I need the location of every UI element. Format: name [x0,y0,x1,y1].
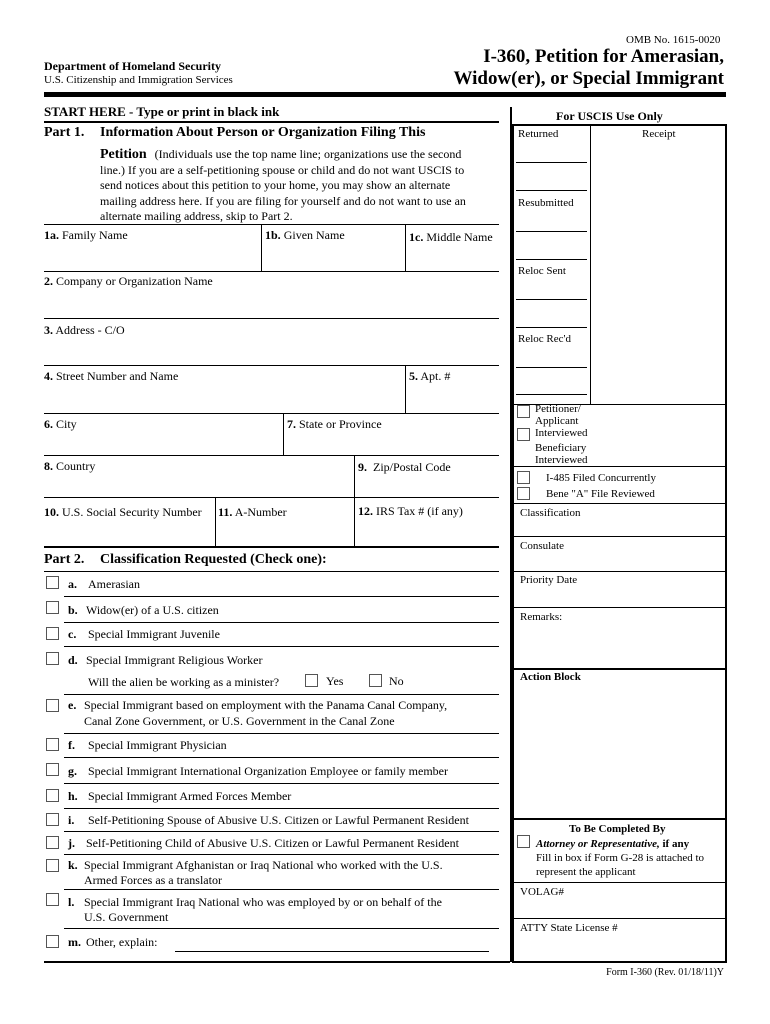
option-label: Self-Petitioning Spouse of Abusive U.S. Citizen or Lawful Permanent Resident [88,813,469,827]
i485-checkbox[interactable] [517,471,530,484]
option-label-continued: Canal Zone Government, or U.S. Government in the Canal Zone [84,714,395,728]
remarks-label: Remarks: [520,611,563,623]
option-letter: d. [68,653,78,667]
part1-top-rule [44,121,499,123]
irs-tax-field[interactable]: 12. IRS Tax # (if any) [358,504,463,518]
petitioner-label: Petitioner/ [535,403,581,415]
minister-question: Will the alien be working as a minister? [88,675,280,689]
part1-intro-line: send notices about this petition to your home, you may show an alternate [100,178,451,192]
option-letter: b. [68,603,78,617]
option-label: Special Immigrant Afghanistan or Iraq National who worked with the U.S. [84,858,443,872]
bene-a-label: Bene "A" File Reviewed [546,488,655,500]
header-rule [44,92,726,97]
company-name-field[interactable]: 2. Company or Organization Name [44,274,213,288]
priority-date-label: Priority Date [520,574,578,586]
start-here-banner: START HERE - Type or print in black ink [44,104,280,119]
option-label: Amerasian [88,577,140,591]
option-g-checkbox[interactable] [46,763,59,776]
option-j-checkbox[interactable] [46,836,59,849]
attorney-line: Attorney or Representative, if any [536,838,690,850]
option-b-checkbox[interactable] [46,601,59,614]
part1-bottom-rule [44,546,499,548]
beneficiary-interviewed-checkbox[interactable] [517,428,530,441]
option-label: Special Immigrant Iraq National who was employed by or on behalf of the [84,895,442,909]
option-c-checkbox[interactable] [46,627,59,640]
part1-label: Part 1. [44,125,85,140]
option-label: Special Immigrant based on employment with the Panama Canal Company, [84,698,448,712]
option-d-checkbox[interactable] [46,652,59,665]
petitioner-label: Interviewed [535,427,588,439]
page-bottom-rule [44,961,510,963]
omb-number: OMB No. 1615-0020 [626,34,721,46]
part1-intro-line: alternate mailing address, skip to Part 2. [100,209,293,223]
option-label: Self-Petitioning Child of Abusive U.S. Citizen or Lawful Permanent Resident [86,836,459,850]
uscis-use-title: For USCIS Use Only [556,109,663,123]
zip-field[interactable]: 9. Zip/Postal Code [358,460,451,474]
option-a-checkbox[interactable] [46,576,59,589]
city-field[interactable]: 6. City [44,417,77,431]
option-letter: h. [68,789,78,803]
part1-intro-text: (Individuals use the top name line; organizations use the second [154,147,462,161]
address-co-field[interactable]: 3. Address - C/O [44,323,125,337]
reloc-sent-label: Reloc Sent [518,265,566,277]
ssn-field[interactable]: 10. U.S. Social Security Number [44,505,202,519]
g28-instruction: Fill in box if Form G-28 is attached to [536,852,705,864]
sub-agency-name: U.S. Citizenship and Immigration Services [44,74,233,86]
classification-label: Classification [520,507,581,519]
option-label-continued: U.S. Government [84,910,169,924]
resubmitted-label: Resubmitted [518,197,574,209]
bene-a-checkbox[interactable] [517,487,530,500]
option-label: Special Immigrant Juvenile [88,627,220,641]
other-explain-input[interactable] [175,951,489,952]
country-field[interactable]: 8. Country [44,459,96,473]
state-field[interactable]: 7. State or Province [287,417,382,431]
option-l-checkbox[interactable] [46,893,59,906]
part1-intro-first [100,145,461,163]
option-letter: k. [68,858,78,872]
option-m-checkbox[interactable] [46,935,59,948]
petitioner-label: Applicant [535,415,579,427]
option-label: Special Immigrant International Organization Employee or family member [88,764,448,778]
minister-no-label: No [389,674,404,688]
option-label: Special Immigrant Physician [88,738,227,752]
form-revision: Form I-360 (Rev. 01/18/11)Y [606,967,724,978]
given-name-field[interactable]: 1b. Given Name [265,228,345,242]
volag-label: VOLAG# [520,886,564,898]
option-letter: i. [68,813,75,827]
option-label-continued: Armed Forces as a translator [84,873,222,887]
part1-title-continued: Petition [100,147,147,162]
option-letter: f. [68,738,75,752]
option-letter: a. [68,577,77,591]
option-letter: c. [68,627,77,641]
option-label: Other, explain: [86,935,158,949]
g28-instruction: represent the applicant [536,866,636,878]
option-letter: g. [68,764,77,778]
part2-title: Classification Requested (Check one): [100,552,327,567]
agency-name: Department of Homeland Security [44,59,221,73]
a-number-field[interactable]: 11. A-Number [218,505,287,519]
option-e-checkbox[interactable] [46,699,59,712]
option-label: Special Immigrant Armed Forces Member [88,789,292,803]
i485-label: I-485 Filed Concurrently [546,472,656,484]
to-be-completed-label: To Be Completed By [569,823,666,835]
form-title-line2: Widow(er), or Special Immigrant [453,68,724,89]
option-i-checkbox[interactable] [46,813,59,826]
minister-yes-checkbox[interactable] [305,674,318,687]
returned-label: Returned [518,128,559,140]
minister-no-checkbox[interactable] [369,674,382,687]
option-letter: j. [68,836,75,850]
option-label: Special Immigrant Religious Worker [86,653,263,667]
street-field[interactable]: 4. Street Number and Name [44,369,179,383]
petitioner-interviewed-checkbox[interactable] [517,405,530,418]
beneficiary-label: Interviewed [535,454,588,466]
minister-yes-label: Yes [326,674,344,688]
middle-name-field[interactable]: 1c. Middle Name [409,230,493,244]
part1-intro-line: mailing address here. If you are filing for yourself and do not want to use an [100,194,466,208]
option-f-checkbox[interactable] [46,738,59,751]
receipt-label: Receipt [642,128,676,140]
part1-title: Information About Person or Organization Filing This [100,125,426,140]
option-letter: e. [68,698,77,712]
form-title-line1: I-360, Petition for Amerasian, [483,46,724,67]
option-letter: l. [68,895,75,909]
reloc-recd-label: Reloc Rec'd [518,333,571,345]
option-label: Widow(er) of a U.S. citizen [86,603,219,617]
option-k-checkbox[interactable] [46,859,59,872]
part2-label: Part 2. [44,552,85,567]
g28-attached-checkbox[interactable] [517,835,530,848]
atty-license-label: ATTY State License # [520,922,618,934]
consulate-label: Consulate [520,540,564,552]
action-block-label: Action Block [520,671,581,683]
apt-field[interactable]: 5. Apt. # [409,369,451,383]
option-h-checkbox[interactable] [46,789,59,802]
option-letter: m. [68,935,81,949]
family-name-field[interactable]: 1a. Family Name [44,228,128,242]
part1-intro-line: line.) If you are a self-petitioning spouse or child and do not want USCIS to [100,163,465,177]
beneficiary-label: Beneficiary [535,442,587,454]
